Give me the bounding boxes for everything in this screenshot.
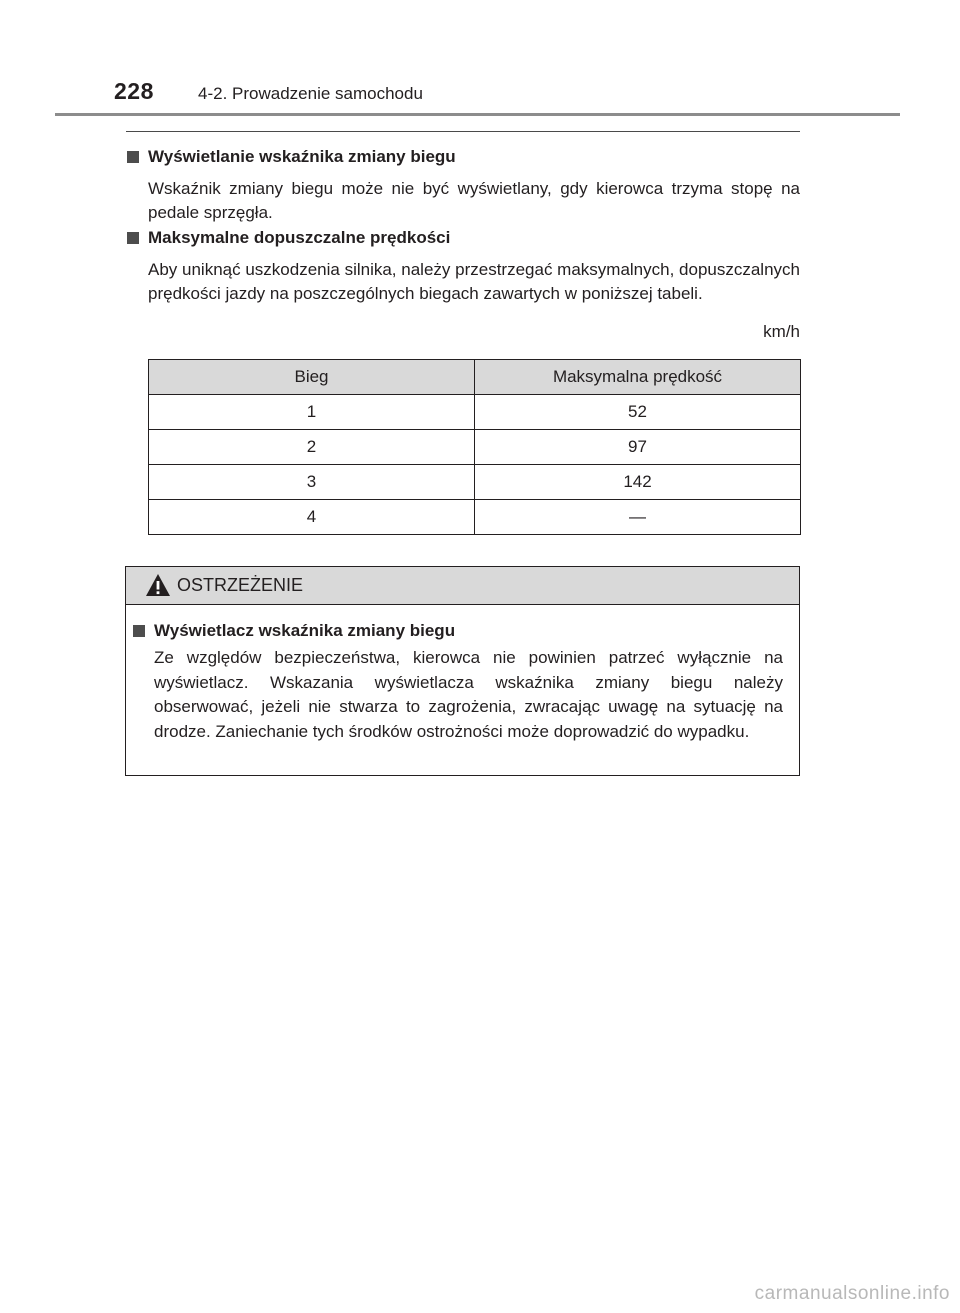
- warning-triangle-icon: [145, 573, 171, 597]
- gear-cell: 1: [149, 395, 475, 430]
- header-rule: [55, 113, 900, 116]
- section-divider: [126, 131, 800, 132]
- table-row: [149, 395, 801, 430]
- gear-cell: 3: [149, 465, 475, 500]
- table-row: [149, 500, 801, 535]
- speed-cell: 52: [475, 395, 801, 430]
- section-heading-text: Maksymalne dopuszczalne prędkości: [148, 228, 451, 247]
- page-number: 228: [114, 78, 154, 104]
- speed-cell: 97: [475, 430, 801, 465]
- page-header: [0, 0, 960, 116]
- warning-header: [126, 567, 799, 605]
- table-row: [149, 465, 801, 500]
- gear-cell: 2: [149, 430, 475, 465]
- section-gear-indicator: [126, 145, 800, 225]
- chapter-title: 4-2. Prowadzenie samochodu: [198, 84, 423, 103]
- square-bullet-icon: [133, 625, 145, 637]
- warning-body: Ze względów bezpieczeństwa, kierowca nie powinien patrzeć wyłącznie na wyświetlacz. Wskazania wyświetlacza wskaźnika zmiany biegu należy obserwować, jeżeli nie stwarza to zagrożenia, zwracając uwagę na sytuację na drodze. Zaniechanie tych środków ostrożności może doprowadzić do wypadku.: [154, 648, 783, 741]
- section-body: Wskaźnik zmiany biegu może nie być wyświetlany, gdy kierowca trzyma stopę na pedale sprzęgła.: [148, 179, 800, 222]
- warning-content: [126, 619, 799, 744]
- column-header-max-speed: Maksymalna prędkość: [475, 360, 801, 395]
- unit-label: km/h: [763, 322, 800, 341]
- section-max-speeds: [126, 226, 800, 306]
- speed-table: [148, 359, 801, 535]
- watermark: carmanualsonline.info: [754, 1283, 950, 1304]
- speed-cell: 142: [475, 465, 801, 500]
- column-header-gear: Bieg: [149, 360, 475, 395]
- section-body: Aby uniknąć uszkodzenia silnika, należy przestrzegać maksymalnych, dopuszczalnych prędkości jazdy na poszczególnych biegach zawartych w poniższej tabeli.: [148, 260, 800, 303]
- section-heading: [126, 226, 800, 250]
- square-bullet-icon: [127, 151, 139, 163]
- speed-cell: —: [475, 500, 801, 535]
- table-header-row: [149, 360, 801, 395]
- section-heading-text: Wyświetlanie wskaźnika zmiany biegu: [148, 147, 456, 166]
- section-heading: [126, 145, 800, 169]
- warning-heading: [126, 619, 799, 643]
- warning-box: [125, 566, 800, 776]
- table-row: [149, 430, 801, 465]
- square-bullet-icon: [127, 232, 139, 244]
- warning-title: OSTRZEŻENIE: [177, 575, 304, 595]
- warning-heading-text: Wyświetlacz wskaźnika zmiany biegu: [154, 621, 456, 640]
- gear-cell: 4: [149, 500, 475, 535]
